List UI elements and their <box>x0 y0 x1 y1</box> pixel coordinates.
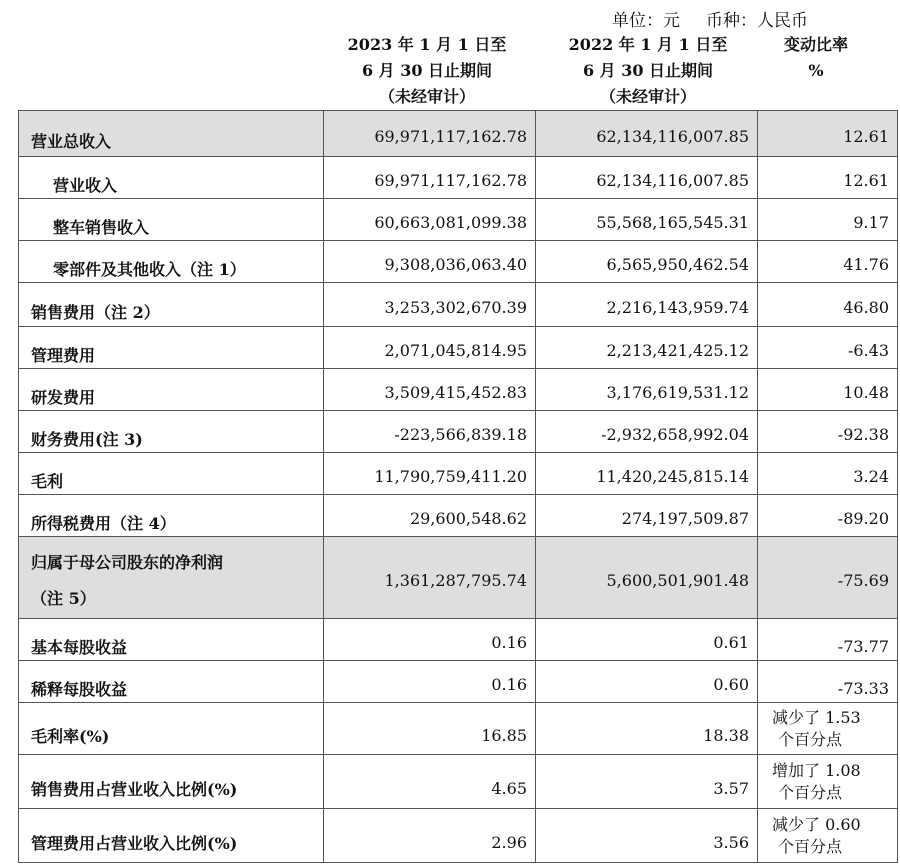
table-row <box>19 661 898 703</box>
change-text-line1: 减少了 1.53 <box>772 707 861 727</box>
value-2022: 2,213,421,425.12 <box>536 327 758 369</box>
value-2022: 62,134,116,007.85 <box>536 111 758 157</box>
value-2023: 2,071,045,814.95 <box>324 327 536 369</box>
value-2022: 3.57 <box>536 755 758 809</box>
change-value: 3.24 <box>758 453 898 495</box>
change-value: 12.61 <box>758 157 898 199</box>
row-label: 销售费用占营业收入比例(%) <box>19 755 324 809</box>
table-row <box>19 327 898 369</box>
change-text <box>758 703 898 755</box>
row-label: 零部件及其他收入（注 1） <box>19 241 324 283</box>
table-row <box>19 157 898 199</box>
change-text-line2: 个百分点 <box>778 836 843 856</box>
table-row <box>19 369 898 411</box>
value-2022: 274,197,509.87 <box>536 495 758 537</box>
table-row <box>19 495 898 537</box>
unit-currency-line <box>612 6 808 31</box>
header-change-ratio <box>752 32 880 84</box>
header-2023-line1: 2023 年 1 月 1 日至 <box>347 35 507 54</box>
change-value: -75.69 <box>758 537 898 619</box>
value-2022: 11,420,245,815.14 <box>536 453 758 495</box>
value-2023: 29,600,548.62 <box>324 495 536 537</box>
header-2023-line3: （未经审计） <box>378 87 475 106</box>
row-label: 财务费用(注 3) <box>19 411 324 453</box>
header-period-2022 <box>548 32 748 110</box>
row-label <box>19 537 324 619</box>
row-label: 基本每股收益 <box>19 619 324 661</box>
row-label: 营业总收入 <box>19 111 324 157</box>
value-2022: 62,134,116,007.85 <box>536 157 758 199</box>
change-text <box>758 809 898 863</box>
table-row <box>19 619 898 661</box>
header-period-2023 <box>322 32 532 110</box>
row-label: 毛利率(%) <box>19 703 324 755</box>
change-value: -89.20 <box>758 495 898 537</box>
value-2022: 18.38 <box>536 703 758 755</box>
header-2022-line1: 2022 年 1 月 1 日至 <box>568 35 728 54</box>
change-value: -6.43 <box>758 327 898 369</box>
change-value: -73.77 <box>758 619 898 661</box>
change-text-line1: 增加了 1.08 <box>772 760 861 780</box>
header-2022-line2: 6 月 30 日止期间 <box>582 61 714 80</box>
table-row <box>19 537 898 619</box>
change-value: -73.33 <box>758 661 898 703</box>
value-2022: 5,600,501,901.48 <box>536 537 758 619</box>
value-2023: 3,509,415,452.83 <box>324 369 536 411</box>
value-2022: 0.60 <box>536 661 758 703</box>
table-row <box>19 453 898 495</box>
row-label: 销售费用（注 2） <box>19 283 324 327</box>
header-change-line1: 变动比率 <box>783 35 848 54</box>
change-text-line2: 个百分点 <box>778 782 843 802</box>
change-value: 9.17 <box>758 199 898 241</box>
header-2022-line3: （未经审计） <box>599 87 696 106</box>
currency-label: 币种：人民币 <box>706 11 808 31</box>
value-2023: 69,971,117,162.78 <box>324 157 536 199</box>
value-2022: 0.61 <box>536 619 758 661</box>
change-text-line2: 个百分点 <box>778 729 843 749</box>
change-value: 12.61 <box>758 111 898 157</box>
table-row <box>19 283 898 327</box>
change-value: 41.76 <box>758 241 898 283</box>
change-value: 46.80 <box>758 283 898 327</box>
value-2023: 9,308,036,063.40 <box>324 241 536 283</box>
row-label-line1: 归属于母公司股东的净利润 <box>31 552 224 572</box>
value-2023: 16.85 <box>324 703 536 755</box>
change-text-line1: 减少了 0.60 <box>772 814 861 834</box>
value-2022: -2,932,658,992.04 <box>536 411 758 453</box>
table-row <box>19 111 898 157</box>
value-2022: 6,565,950,462.54 <box>536 241 758 283</box>
row-label: 管理费用 <box>19 327 324 369</box>
financial-table <box>18 110 898 863</box>
row-label-line2: （注 5） <box>31 588 96 608</box>
value-2023: 3,253,302,670.39 <box>324 283 536 327</box>
value-2023: -223,566,839.18 <box>324 411 536 453</box>
table-row <box>19 703 898 755</box>
row-label: 研发费用 <box>19 369 324 411</box>
change-text <box>758 755 898 809</box>
value-2023: 11,790,759,411.20 <box>324 453 536 495</box>
value-2023: 0.16 <box>324 619 536 661</box>
value-2023: 60,663,081,099.38 <box>324 199 536 241</box>
value-2023: 4.65 <box>324 755 536 809</box>
table-row <box>19 199 898 241</box>
table-row <box>19 755 898 809</box>
header-change-line2: % <box>808 61 824 80</box>
value-2023: 69,971,117,162.78 <box>324 111 536 157</box>
row-label: 整车销售收入 <box>19 199 324 241</box>
value-2022: 2,216,143,959.74 <box>536 283 758 327</box>
table-row <box>19 809 898 863</box>
row-label: 管理费用占营业收入比例(%) <box>19 809 324 863</box>
value-2022: 55,568,165,545.31 <box>536 199 758 241</box>
value-2023: 2.96 <box>324 809 536 863</box>
unit-label: 单位：元 <box>612 11 680 31</box>
row-label: 毛利 <box>19 453 324 495</box>
value-2023: 0.16 <box>324 661 536 703</box>
change-value: -92.38 <box>758 411 898 453</box>
table-row <box>19 241 898 283</box>
row-label: 营业收入 <box>19 157 324 199</box>
value-2022: 3.56 <box>536 809 758 863</box>
header-2023-line2: 6 月 30 日止期间 <box>361 61 493 80</box>
row-label: 所得税费用（注 4） <box>19 495 324 537</box>
row-label: 稀释每股收益 <box>19 661 324 703</box>
table-row <box>19 411 898 453</box>
value-2022: 3,176,619,531.12 <box>536 369 758 411</box>
change-value: 10.48 <box>758 369 898 411</box>
value-2023: 1,361,287,795.74 <box>324 537 536 619</box>
